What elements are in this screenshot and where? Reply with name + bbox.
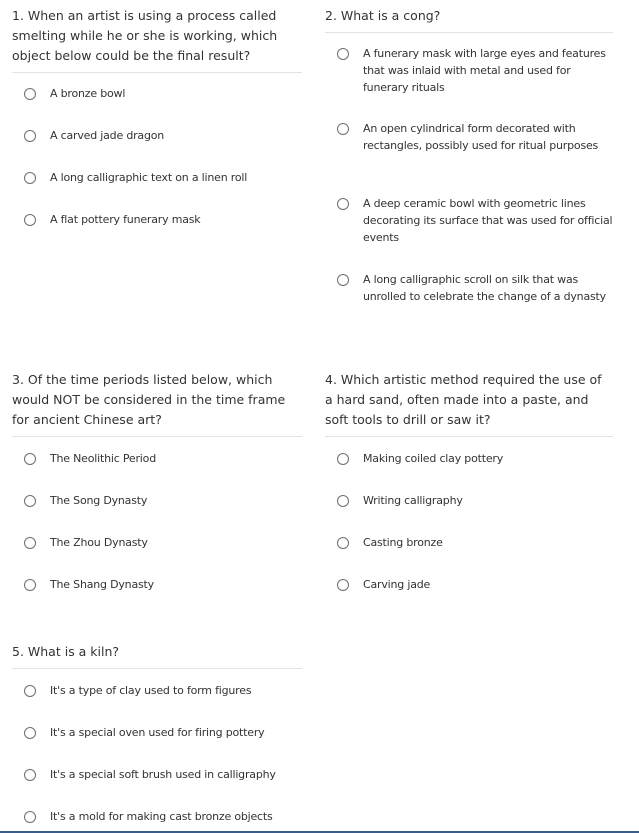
radio-button[interactable]: [24, 727, 36, 739]
question-4-title: 4. Which artistic method required the use of a hard sand, often made into a paste, and soft tools to drill or saw it?: [325, 370, 613, 437]
radio-button[interactable]: [337, 198, 349, 210]
question-5-option-4[interactable]: [24, 808, 302, 825]
question-4-option-2[interactable]: [337, 492, 613, 509]
question-3-option-1[interactable]: [24, 450, 302, 467]
option-label: The Neolithic Period: [50, 452, 156, 465]
question-2-option-1[interactable]: [337, 45, 613, 96]
radio-button[interactable]: [337, 48, 349, 60]
option-label: A long calligraphic scroll on silk that was unrolled to celebrate the change of a dynasty: [363, 273, 606, 303]
question-5-option-1[interactable]: [24, 682, 302, 699]
radio-button[interactable]: [24, 685, 36, 697]
question-3-title: 3. Of the time periods listed below, which would NOT be considered in the time frame for ancient Chinese art?: [12, 370, 302, 437]
question-1-title: 1. When an artist is using a process called smelting while he or she is working, which object below could be the final result?: [12, 6, 302, 73]
radio-button[interactable]: [24, 811, 36, 823]
question-5-option-2[interactable]: [24, 724, 302, 741]
question-4-option-4[interactable]: [337, 576, 613, 593]
radio-button[interactable]: [24, 579, 36, 591]
option-label: A deep ceramic bowl with geometric lines decorating its surface that was used for official events: [363, 197, 613, 244]
radio-button[interactable]: [337, 579, 349, 591]
option-label: A bronze bowl: [50, 87, 126, 100]
question-1-option-2[interactable]: [24, 127, 302, 144]
question-1-option-3[interactable]: [24, 169, 302, 186]
option-label: It's a special soft brush used in calligraphy: [50, 768, 276, 781]
question-4-option-1[interactable]: [337, 450, 613, 467]
option-label: Writing calligraphy: [363, 494, 463, 507]
radio-button[interactable]: [24, 537, 36, 549]
question-3-option-4[interactable]: [24, 576, 302, 593]
radio-button[interactable]: [24, 172, 36, 184]
option-label: An open cylindrical form decorated with rectangles, possibly used for ritual purposes: [363, 122, 599, 152]
question-3: [12, 370, 302, 591]
option-label: It's a special oven used for firing pottery: [50, 726, 265, 739]
question-4-option-3[interactable]: [337, 534, 613, 551]
question-2-option-2[interactable]: [337, 120, 613, 154]
radio-button[interactable]: [24, 769, 36, 781]
question-1: [12, 6, 302, 226]
option-label: It's a mold for making cast bronze objects: [50, 810, 273, 823]
question-5-title: 5. What is a kiln?: [12, 642, 302, 669]
radio-button[interactable]: [24, 495, 36, 507]
question-3-option-2[interactable]: [24, 492, 302, 509]
option-label: A flat pottery funerary mask: [50, 213, 201, 226]
radio-button[interactable]: [337, 274, 349, 286]
option-label: Casting bronze: [363, 536, 443, 549]
option-label: A carved jade dragon: [50, 129, 165, 142]
question-5-option-3[interactable]: [24, 766, 302, 783]
radio-button[interactable]: [24, 453, 36, 465]
radio-button[interactable]: [337, 537, 349, 549]
option-label: Making coiled clay pottery: [363, 452, 504, 465]
option-label: A funerary mask with large eyes and features that was inlaid with metal and used for funerary rituals: [363, 47, 606, 94]
option-label: The Zhou Dynasty: [50, 536, 148, 549]
radio-button[interactable]: [24, 130, 36, 142]
question-1-option-1[interactable]: [24, 85, 302, 102]
question-5: [12, 642, 302, 823]
question-1-option-4[interactable]: [24, 211, 302, 228]
question-3-option-3[interactable]: [24, 534, 302, 551]
option-label: It's a type of clay used to form figures: [50, 684, 252, 697]
question-4: [325, 370, 613, 591]
question-2: [325, 6, 613, 303]
radio-button[interactable]: [337, 453, 349, 465]
radio-button[interactable]: [337, 123, 349, 135]
radio-button[interactable]: [24, 214, 36, 226]
option-label: A long calligraphic text on a linen roll: [50, 171, 248, 184]
option-label: The Song Dynasty: [50, 494, 148, 507]
question-2-option-4[interactable]: [337, 271, 613, 305]
radio-button[interactable]: [337, 495, 349, 507]
question-2-title: 2. What is a cong?: [325, 6, 613, 33]
option-label: The Shang Dynasty: [50, 578, 154, 591]
radio-button[interactable]: [24, 88, 36, 100]
option-label: Carving jade: [363, 578, 431, 591]
question-2-option-3[interactable]: [337, 195, 613, 246]
